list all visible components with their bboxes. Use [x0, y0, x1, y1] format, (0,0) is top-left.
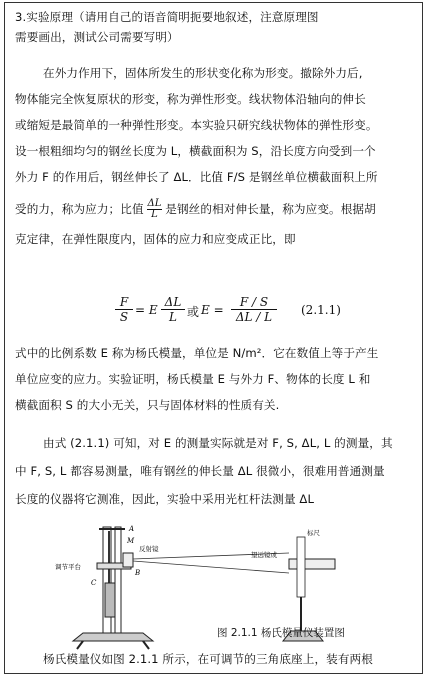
heading-line-2: 需要画出，测试公司需要写明） — [15, 30, 179, 44]
strain-fraction-den: L — [151, 209, 158, 220]
para1-line-4: 设一根粗细均匀的钢丝长度为 L，横截面积为 S，沿长度方向受到一个 — [15, 144, 376, 158]
para3-line-1: 由式 (2.1.1) 可知，对 E 的测量实际就是对 F, S, ΔL, L 的测量，其 — [43, 436, 393, 450]
document-frame — [4, 2, 423, 674]
para2-line-1: 式中的比例系数 E 称为杨氏模量，单位是 N/m²．它在数值上等于产生 — [15, 346, 379, 360]
label-stage: 调节平台 — [55, 563, 81, 571]
heading-line-1: 3.实验原理（请用自己的语音简明扼要地叙述，注意原理图 — [15, 10, 319, 24]
formula-f1-den: S — [119, 310, 129, 324]
para1-line-1: 在外力作用下，固体所发生的形状变化称为形变。撤除外力后, — [43, 66, 363, 80]
para2-line-2: 单位应变的应力。实验证明，杨氏模量 E 与外力 F、物体的长度 L 和 — [15, 372, 371, 386]
para1-line-2: 物体能完全恢复原状的形变，称为弹性形变。线状物体沿轴向的伸长 — [15, 92, 366, 106]
label-b: B — [135, 569, 141, 577]
formula-eq2: E = — [201, 303, 224, 317]
label-telescope: 望远镜或 — [251, 551, 277, 559]
mirror-holder — [123, 553, 133, 567]
label-c: C — [91, 579, 97, 587]
scale-bar — [297, 537, 305, 597]
para1-line-6-after: 是钢丝的相对伸长量，称为应变。根据胡 — [165, 202, 376, 216]
formula-or: 或 — [187, 305, 200, 319]
formula-number: (2.1.1) — [301, 303, 341, 317]
strain-fraction — [147, 199, 161, 220]
para1-line-7: 克定律，在弹性限度内，固体的应力和应变成正比，即 — [15, 232, 296, 246]
formula-f2-den: L — [169, 310, 177, 324]
para1-line-3: 或缩短是最简单的一种弹性形变。本实验只研究线状物体的弹性形变。 — [15, 118, 378, 132]
para1-line-6 — [15, 197, 414, 221]
formula-f1-num: F — [115, 295, 133, 310]
para4-line-1: 杨氏模量仪如图 2.1.1 所示，在可调节的三角底座上，装有两根 — [43, 652, 373, 666]
formula-fraction-dl-l — [161, 295, 185, 324]
label-scale: 标尺 — [307, 529, 320, 537]
para1-line-6-before: 受的力，称为应力；比值 — [15, 202, 144, 216]
strain-fraction-num: ΔL — [147, 198, 162, 209]
para3-line-3: 长度的仪器将它测准，因此，实验中采用光杠杆法测量 ΔL — [15, 492, 315, 506]
figure-caption: 图 2.1.1 杨氏模量仪装置图 — [217, 627, 345, 639]
tripod-base — [73, 633, 153, 641]
hooke-formula — [115, 293, 405, 333]
formula-f3-num: F / S — [231, 295, 277, 310]
para2-line-3: 横截面积 S 的大小无关，只与固体材料的性质有关. — [15, 398, 280, 412]
para3-line-2: 中 F, S, L 都容易测量，唯有钢丝的伸长量 ΔL 很微小，很难用普通测量 — [15, 464, 385, 478]
weight-stack — [105, 583, 115, 617]
light-path-lower — [133, 561, 289, 573]
label-mirror: 反射镜 — [139, 545, 159, 553]
label-m: M — [127, 537, 135, 545]
formula-f2-num: ΔL — [161, 295, 185, 310]
label-a: A — [129, 525, 135, 533]
formula-f3-den: ΔL / L — [235, 310, 273, 324]
telescope — [289, 559, 335, 569]
formula-fraction-f-s — [115, 295, 133, 324]
apparatus-column-right — [115, 527, 121, 639]
formula-eq1: = E — [135, 303, 158, 317]
formula-fraction-stress-strain — [231, 295, 277, 324]
para1-line-5: 外力 F 的作用后，钢丝伸长了 ΔL．比值 F/S 是钢丝单位横截面积上所 — [15, 170, 378, 184]
